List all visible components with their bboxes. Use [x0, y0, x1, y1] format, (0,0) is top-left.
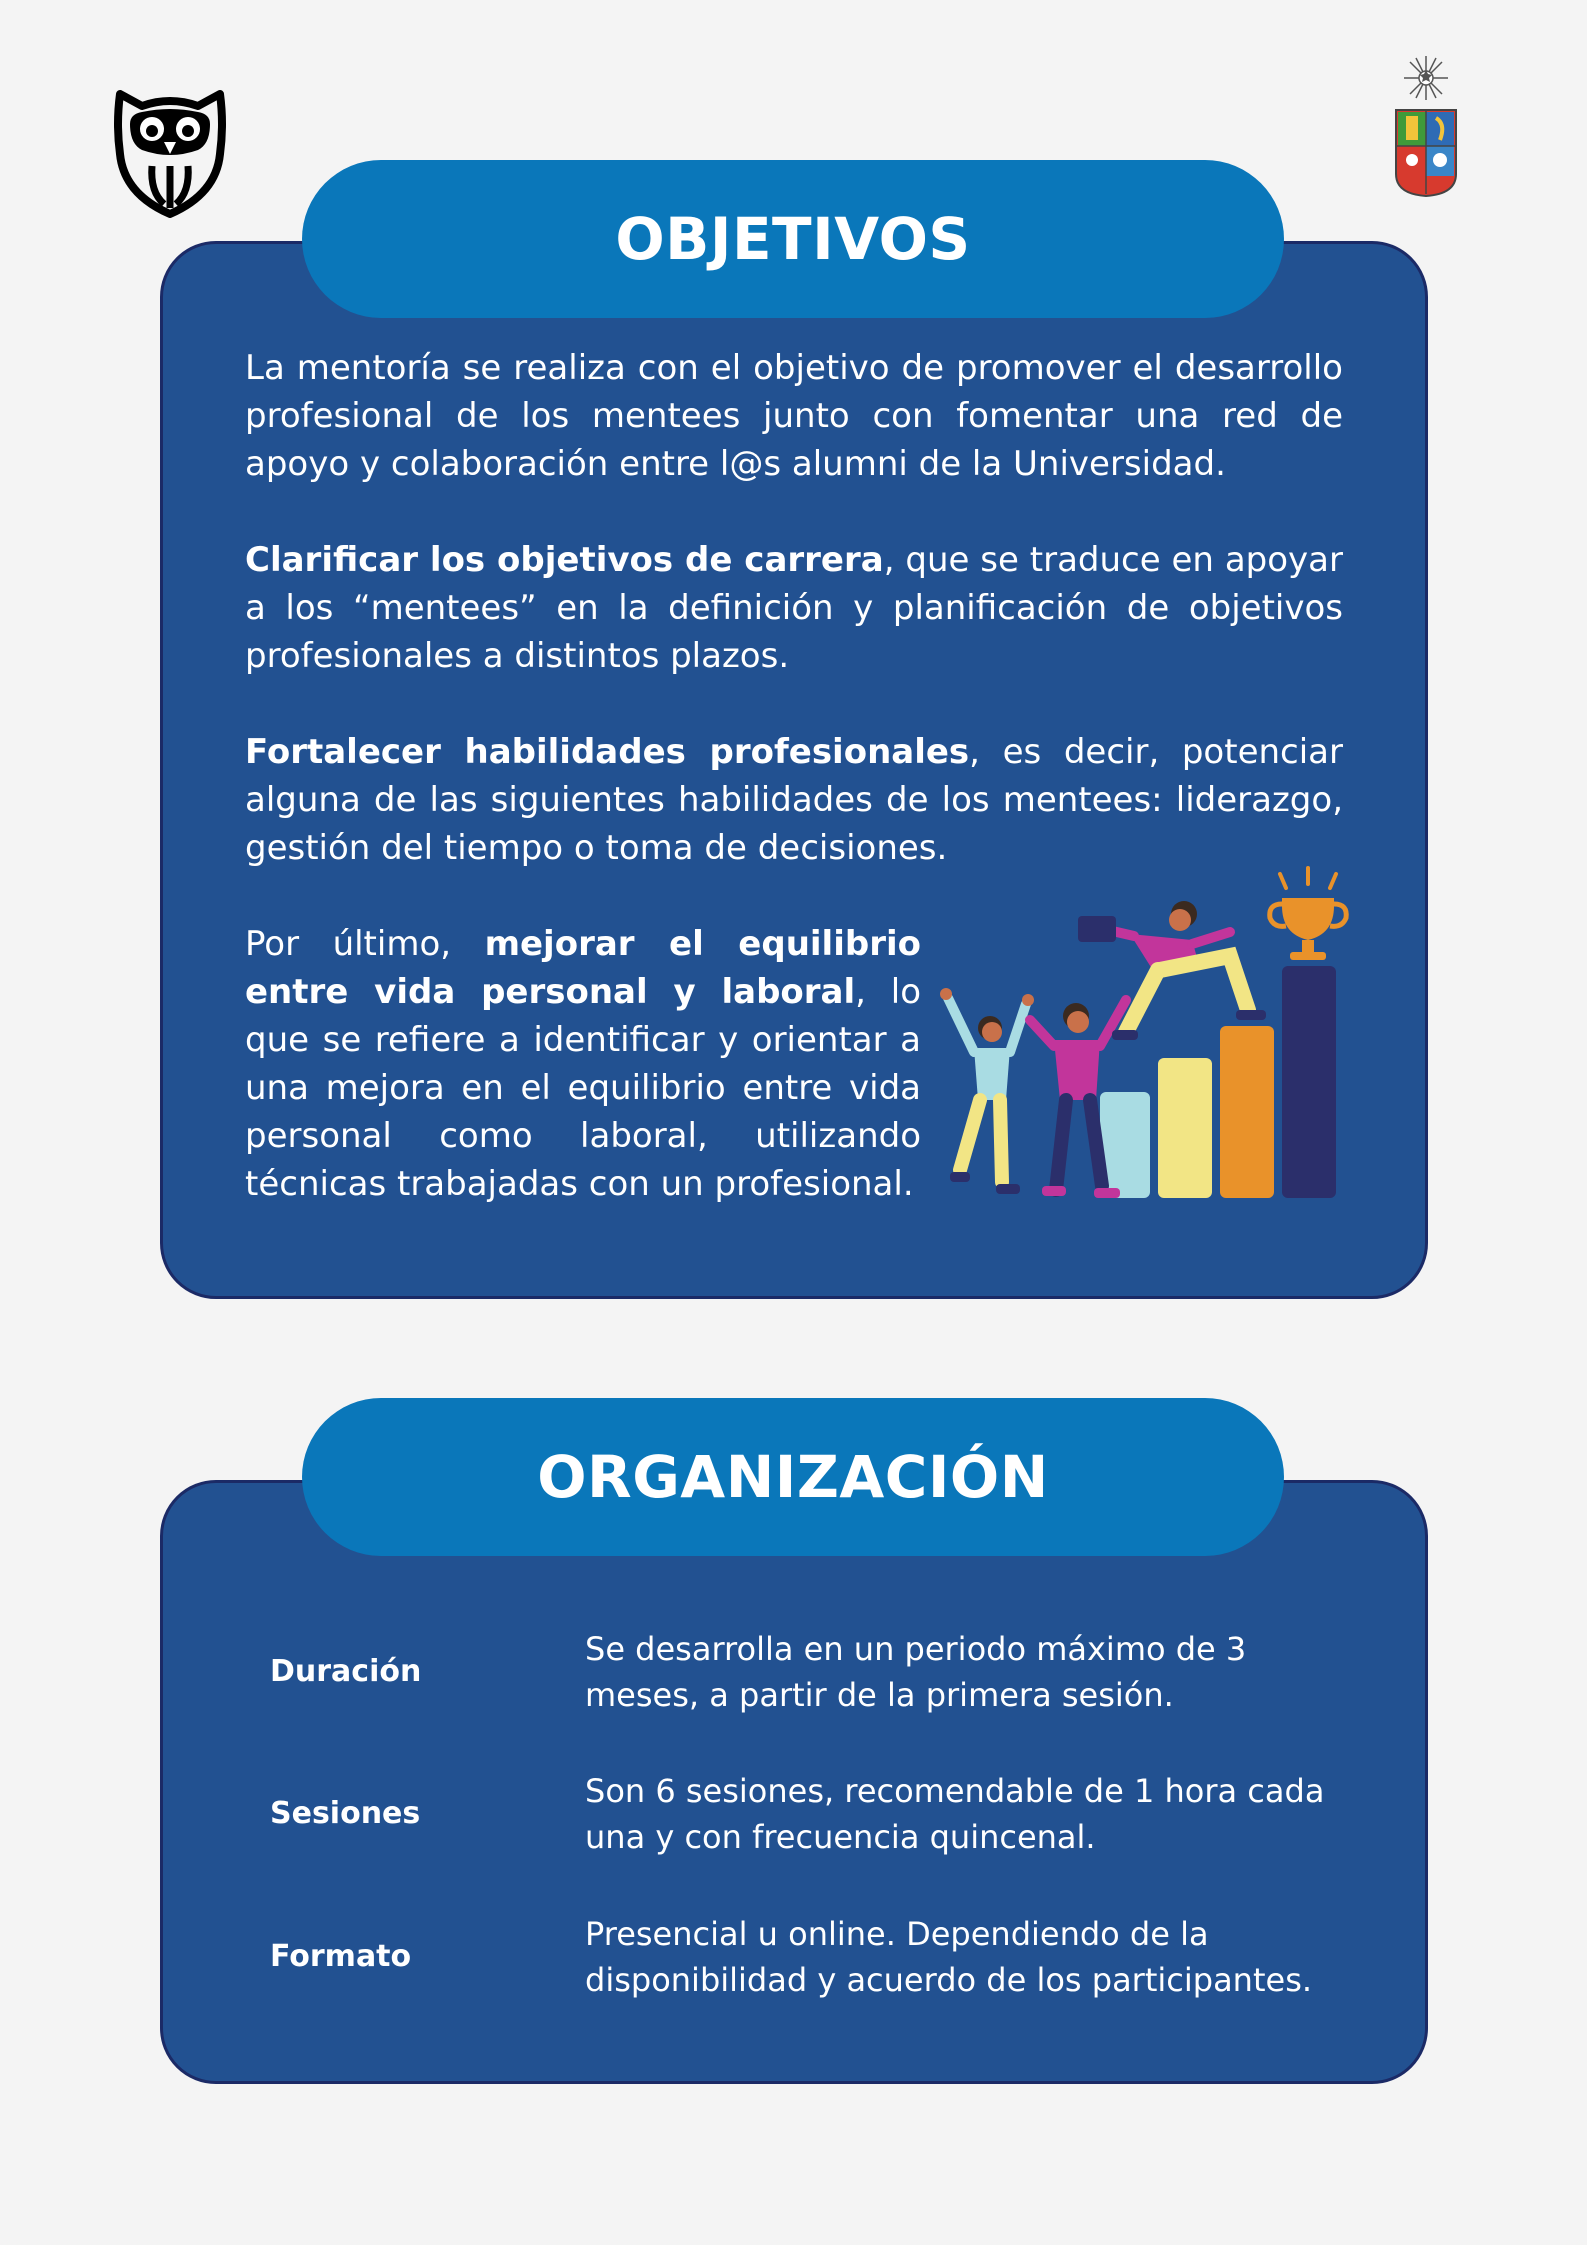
row-label: Formato [270, 1939, 412, 1974]
objetivo-item-2 [245, 728, 1343, 872]
row-value: Son 6 sesiones, recomendable de 1 hora cada una y con frecuencia quincenal. [585, 1772, 1325, 1856]
objetivo-item-3-prefix: Por último, [245, 924, 485, 964]
objetivo-item-1-heading: Clarificar los objetivos de carrera [245, 540, 884, 580]
university-crest-icon [1392, 54, 1460, 200]
objetivo-item-1-text: , que se traduce en apoyar a los “mentees” en la definición y planificación de objetivos profesionales a distintos plazos. [245, 540, 1343, 676]
row-label: Sesiones [270, 1796, 421, 1831]
people-climbing-bar-chart-trophy-illustration [930, 860, 1350, 1210]
objetivo-item-3-text: , lo que se refiere a identificar y orientar a una mejora en el equilibrio entre vida personal como laboral, utilizando técnicas trabajadas con un profesional. [245, 972, 921, 1204]
row-label: Duración [270, 1654, 422, 1689]
organizacion-header [302, 1398, 1284, 1556]
owl-logo-icon [112, 84, 228, 218]
objetivos-intro: La mentoría se realiza con el objetivo de promover el desarrollo profesional de los mentees junto con fomentar una red de apoyo y colaboración entre l@s alumni de la Universidad. [245, 348, 1343, 484]
objetivos-header [302, 160, 1284, 318]
organizacion-title: ORGANIZACIÓN [537, 1443, 1049, 1511]
row-value: Se desarrolla en un periodo máximo de 3 meses, a partir de la primera sesión. [585, 1630, 1247, 1714]
objetivo-item-2-text: , es decir, potenciar alguna de las siguientes habilidades de los mentees: liderazgo, gestión del tiempo o toma de decisiones. [245, 732, 1343, 868]
objetivo-item-2-heading: Fortalecer habilidades profesionales [245, 732, 970, 772]
objetivo-item-3-heading: mejorar el equilibrio entre vida personal y laboral [245, 924, 921, 1012]
objetivo-item-1 [245, 536, 1343, 680]
row-value: Presencial u online. Dependiendo de la disponibilidad y acuerdo de los participantes. [585, 1915, 1313, 1999]
objetivos-title: OBJETIVOS [615, 205, 971, 273]
objetivo-item-3 [245, 920, 921, 1208]
